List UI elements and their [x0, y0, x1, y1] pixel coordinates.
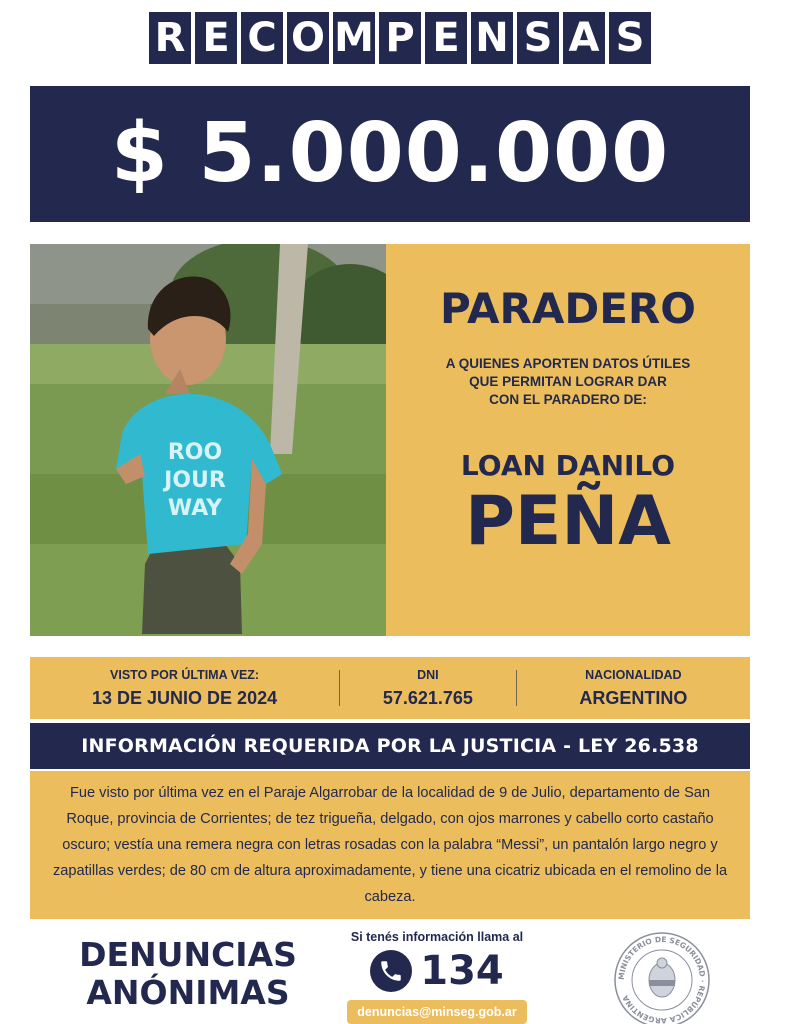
nationality-label: NACIONALIDAD: [585, 667, 682, 682]
dni-value: 57.621.765: [382, 687, 473, 708]
seal-text: MINISTERIO DE SEGURIDAD · REPÚBLICA ARGENTINA: [616, 934, 708, 1024]
header-letter: R: [149, 12, 191, 64]
paradero-text-line: CON EL PARADERO DE:: [489, 392, 647, 407]
denuncias-line: ANÓNIMAS: [86, 973, 290, 1012]
nationality-value: ARGENTINO: [579, 687, 688, 708]
email-link[interactable]: denuncias@minseg.gob.ar: [347, 1000, 526, 1024]
ministry-seal: [612, 930, 712, 1024]
svg-text:WAY: WAY: [167, 496, 223, 521]
paradero-title: PARADERO: [440, 284, 696, 333]
svg-text:JOUR: JOUR: [164, 468, 226, 493]
last-seen-label: VISTO POR ÚLTIMA VEZ:: [110, 667, 260, 682]
phone-icon: [370, 950, 412, 992]
child-photo: [30, 244, 386, 636]
header-letter: E: [425, 12, 467, 64]
denuncias-line: DENUNCIAS: [79, 935, 297, 974]
header-letter: A: [563, 12, 605, 64]
info-row: [30, 657, 750, 719]
paradero-text-line: A QUIENES APORTEN DATOS ÚTILES: [445, 356, 691, 371]
header-letter: O: [287, 12, 329, 64]
info-divider: [516, 670, 517, 706]
missing-first-name: LOAN DANILO: [460, 449, 676, 482]
paradero-text-line: QUE PERMITAN LOGRAR DAR: [469, 374, 667, 389]
last-seen-info: [30, 668, 339, 709]
anonymous-reports-title: [58, 936, 318, 1012]
header-letter: S: [517, 12, 559, 64]
header-letter: E: [195, 12, 237, 64]
reward-header: [0, 12, 800, 64]
phone-row[interactable]: [332, 948, 542, 994]
header-letter: P: [379, 12, 421, 64]
nationality-info: [517, 668, 750, 709]
dni-label: DNI: [417, 667, 439, 682]
svg-text:ROO: ROO: [167, 440, 223, 465]
paradero-panel: [386, 244, 750, 636]
header-letter: S: [609, 12, 651, 64]
header-letter: M: [333, 12, 375, 64]
missing-last-name: PEÑA: [465, 482, 671, 561]
contact-block: [332, 930, 542, 1024]
info-divider: [339, 670, 340, 706]
header-letter: C: [241, 12, 283, 64]
reward-amount: $ 5.000.000: [30, 86, 750, 222]
justice-banner: INFORMACIÓN REQUERIDA POR LA JUSTICIA - LEY 26.538: [30, 723, 750, 769]
seal-emblem-icon: [612, 930, 712, 1024]
call-prompt: Si tenés información llama al: [350, 930, 524, 944]
child-photo-illustration: [30, 244, 386, 636]
phone-icon-glyph: [378, 958, 404, 984]
phone-number: 134: [420, 948, 504, 994]
dni-info: [340, 668, 516, 709]
description: Fue visto por última vez en el Paraje Algarrobar de la localidad de 9 de Julio, departamento de San Roque, provincia de Corrientes; de tez trigueña, delgado, con ojos marrones y cabello corto castaño oscuro; vestía una remera negra con letras rosadas con la palabra “Messi”, un pantalón largo negro y zapatillas verdes; de 80 cm de altura aproximadamente, y tiene una cicatriz ubicada en el remolino de la cabeza.: [30, 771, 750, 919]
last-seen-value: 13 DE JUNIO DE 2024: [92, 687, 278, 708]
header-letter: N: [471, 12, 513, 64]
paradero-text: [386, 355, 750, 409]
